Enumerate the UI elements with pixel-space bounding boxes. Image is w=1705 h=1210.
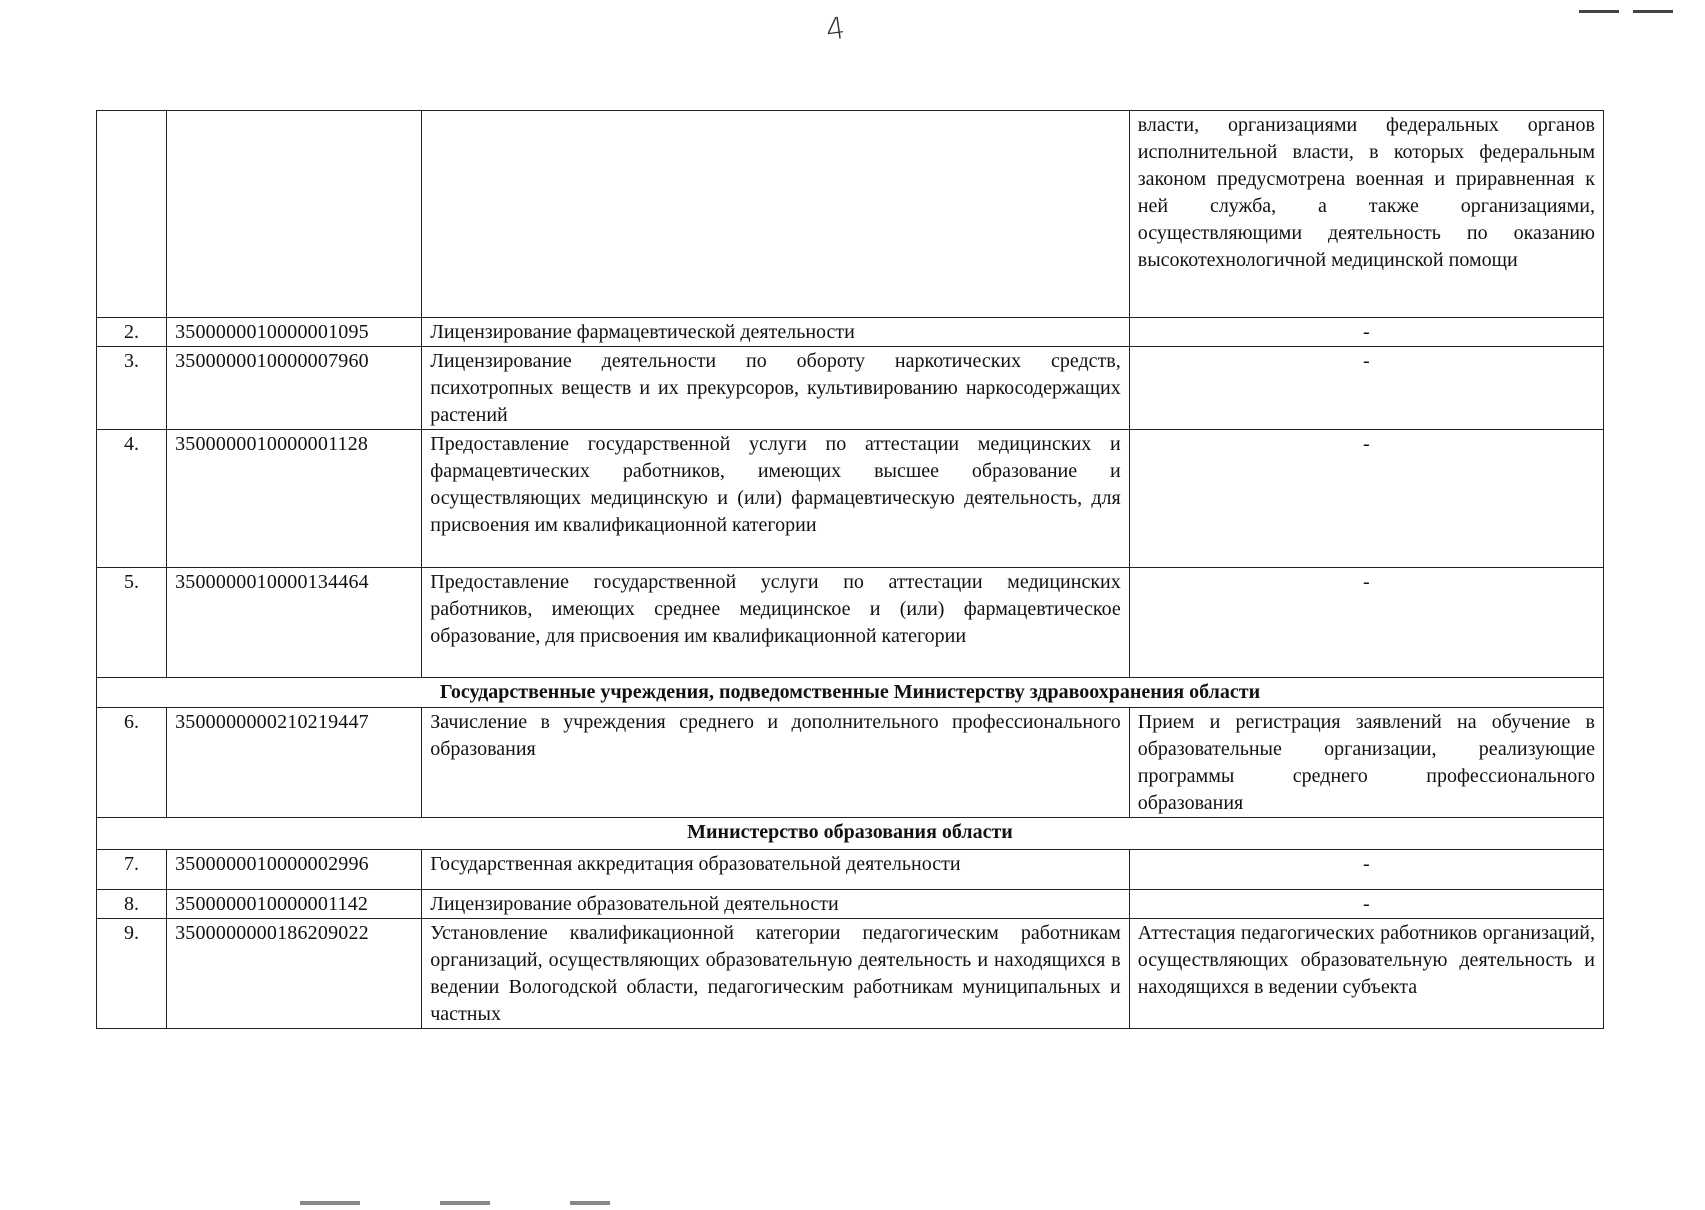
service-note: - (1129, 430, 1603, 568)
table-row (97, 318, 1604, 347)
service-name: Лицензирование фармацевтической деятельности (422, 318, 1130, 347)
table-row (97, 568, 1604, 678)
row-number (97, 111, 167, 318)
service-note: - (1129, 890, 1603, 919)
service-code (167, 111, 422, 318)
corner-marks (1565, 0, 1685, 4)
table-row (97, 430, 1604, 568)
row-number: 8. (97, 890, 167, 919)
section-title: Министерство образования области (97, 818, 1604, 850)
service-name: Предоставление государственной услуги по аттестации медицинских работников, имеющих среднее медицинское и (или) фармацевтическое образование, для присвоения им квалификационной категории (422, 568, 1130, 678)
service-name: Лицензирование деятельности по обороту наркотических средств, психотропных веществ и их прекурсоров, культивированию наркосодержащих растений (422, 347, 1130, 430)
service-name: Зачисление в учреждения среднего и дополнительного профессионального образования (422, 708, 1130, 818)
table-row (97, 890, 1604, 919)
table-row (97, 919, 1604, 1029)
service-code: 3500000000210219447 (167, 708, 422, 818)
service-code: 3500000010000007960 (167, 347, 422, 430)
row-number: 4. (97, 430, 167, 568)
service-code: 3500000010000001142 (167, 890, 422, 919)
service-code: 3500000000186209022 (167, 919, 422, 1029)
service-note: Прием и регистрация заявлений на обучение в образовательные организации, реализующие программы среднего профессионального образования (1129, 708, 1603, 818)
table-row (97, 111, 1604, 318)
service-note: - (1129, 568, 1603, 678)
service-note: - (1129, 347, 1603, 430)
table-row (97, 347, 1604, 430)
service-name: Лицензирование образовательной деятельности (422, 890, 1130, 919)
row-number: 2. (97, 318, 167, 347)
service-code: 3500000010000134464 (167, 568, 422, 678)
service-name: Предоставление государственной услуги по аттестации медицинских и фармацевтических работников, имеющих высшее образование и осуществляющих медицинскую и (или) фармацевтическую деятельность, для присвоения им квалификационной категории (422, 430, 1130, 568)
service-note: - (1129, 318, 1603, 347)
section-header (97, 678, 1604, 708)
service-name: Установление квалификационной категории педагогическим работникам организаций, осуществляющих образовательную деятельность и находящихся в ведении Вологодской области, педагогическим работникам муниципальных и частных (422, 919, 1130, 1029)
service-note: власти, организациями федеральных органов исполнительной власти, в которых федеральным законом предусмотрена военная и приравненная к ней служба, а также организациями, осуществляющими деятельность по оказанию высокотехнологичной медицинской помощи (1129, 111, 1603, 318)
service-code: 3500000010000001095 (167, 318, 422, 347)
scan-artifact (300, 1192, 1000, 1200)
section-title: Государственные учреждения, подведомственные Министерству здравоохранения области (97, 678, 1604, 708)
page-number: 4 (823, 10, 848, 49)
row-number: 3. (97, 347, 167, 430)
service-note: Аттестация педагогических работников организаций, осуществляющих образовательную деятельность и находящихся в ведении субъекта (1129, 919, 1603, 1029)
row-number: 9. (97, 919, 167, 1029)
service-code: 3500000010000002996 (167, 850, 422, 890)
row-number: 5. (97, 568, 167, 678)
section-header (97, 818, 1604, 850)
row-number: 7. (97, 850, 167, 890)
table-row (97, 708, 1604, 818)
service-code: 3500000010000001128 (167, 430, 422, 568)
services-table (96, 110, 1604, 1029)
table-row (97, 850, 1604, 890)
service-note: - (1129, 850, 1603, 890)
row-number: 6. (97, 708, 167, 818)
service-name (422, 111, 1130, 318)
service-name: Государственная аккредитация образовательной деятельности (422, 850, 1130, 890)
